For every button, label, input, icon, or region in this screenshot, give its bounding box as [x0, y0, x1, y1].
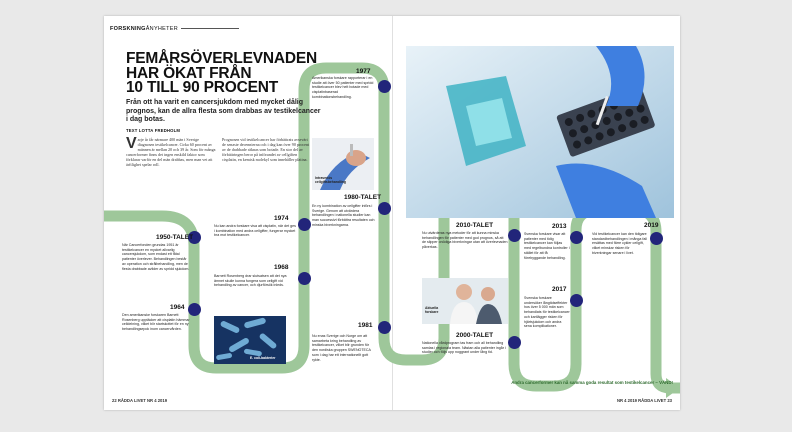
timeline-text: Nationella vårdprogram tas fram och all behandling samlas i regionala team. Nästan alla patienter ingår i studier och följs upp noggrant under lång tid.: [422, 341, 506, 355]
year-label: 1964: [170, 304, 185, 311]
year-label: 2019: [644, 222, 659, 229]
year-label: 2017: [552, 286, 567, 293]
timeline-node: [650, 232, 663, 245]
lab-photo: [406, 46, 674, 218]
timeline-text: Svenska forskare undersöker långtidseffekter hos över 5 000 män som behandlats för testikelcancer och kartlägger risken för hjärtsjukdom och andra sena komplikationer.: [524, 296, 570, 329]
timeline-text: Svenska forskare visar att patienter med tidig testikelcancer kan följas med regelbundna kontroller i stället för att få förebyggande behandling.: [524, 232, 570, 260]
year-label: 1977: [356, 68, 371, 75]
year-label: 2010-TALET: [456, 222, 494, 229]
footer-left: [112, 398, 167, 403]
headline-line-1: FEMÅRSÖVERLEVNADEN: [126, 50, 318, 67]
year-label: 1974: [274, 215, 289, 222]
year-label: 1968: [274, 264, 289, 271]
issue-right: NR 4 2019: [616, 398, 637, 403]
timeline-text: Den amerikanske forskaren Barnett Rosenberg upptäcker att cisplatin hämmar celldelning, vilket blir startskottet för en ny behandlingsepok inom cancervården.: [122, 313, 190, 332]
timeline-text: Vid testikelcancer kan den tidigare standardbehandlingen i många fall ersättas med färre cykler cellgift, vilket minskar risken för biverkningar senare i livet.: [592, 232, 647, 255]
magazine-spread: [104, 16, 680, 410]
footer-right: [617, 398, 672, 403]
year-label: 2000-TALET: [456, 332, 494, 339]
headline-line-3: 10 TILL 90 PROCENT: [126, 79, 279, 96]
magazine-name-left: RÅDDA LIVET: [117, 398, 146, 403]
year-label: 2013: [552, 223, 567, 230]
body-column-2: Prognosen vid testikelcancer har förbättrats avsevärt de senaste decennierna och i dag kan över 90 procent av de drabbade räknas som botade. En stor del av förbättringen beror på införandet av cellgiften cisplatin, en kemisk molekyl som innehåller platina.: [222, 137, 310, 163]
timeline-text: Nu kan andra forskare visa att cisplatin, när det ges i kombination med andra cellgifter, fungerar mycket bra mot testikelcancer.: [214, 224, 296, 238]
page-number-right: 23: [667, 398, 672, 403]
year-label: 1981: [358, 322, 373, 329]
treatment-photo: [312, 138, 374, 190]
photo-caption: Intravenös cellgiftsbehandling: [315, 176, 346, 185]
timeline-text: Nu enas Sverige och Norge om att samarbeta kring behandling av testikelcancer, vilket blir grunden för den nordiska gruppen SWENOTECA som i dag har ett internationellt gott rykte.: [312, 334, 371, 362]
researchers-photo: [422, 278, 508, 324]
timeline-node: [378, 321, 391, 334]
continue-tagline: Andra cancerformer kan nå samma goda resultat som testikelcancer – VÄND!: [511, 380, 673, 385]
headline-line-2: HAR ÖKAT FRÅN: [126, 64, 252, 82]
section-tag: FORSKNINGÅNYHETER: [110, 26, 239, 32]
byline: TEXT LOTTA FREDHOLM: [126, 128, 181, 133]
photo-caption: Aktuella forskare: [425, 306, 439, 315]
lab-illustration: [406, 46, 674, 218]
year-label: 1980-TALET: [344, 194, 382, 201]
timeline-text: Amerikanska forskare rapporterar i en studie att över 50 patienter med spridd testikelcancer blev helt botade med cisplatinbaserad kombinationsbehandling.: [312, 76, 374, 99]
timeline-text: När Cancerfonden grundas 1951 är testikelcancer en mycket allvarlig cancersjukdom, som endast ett fåtal patienter överlever. Behandlingen består av operation och strålbehandling, men de flesta drabbade avlider av spridd sjukdom.: [122, 243, 190, 271]
timeline-node: [298, 218, 311, 231]
researchers-illustration: [422, 278, 508, 324]
page-number-left: 22: [112, 398, 117, 403]
timeline-node: [378, 202, 391, 215]
timeline-node: [508, 229, 521, 242]
body-column-1: Varje år får närmare 400 män i Sverige diagnosen testikelcancer. Cirka 60 procent av männen är mellan 20 och 39 år. Som för många cancerformer finns det ingen enskild faktor som förklarar varför en del män drabbas, men man vet att ärftlighet spelar roll.: [126, 135, 216, 168]
timeline-text: Barnett Rosenberg drar slutsatsen att det nya ämnet skulle kunna fungera som cellgift vid behandling av cancer, och djurförsök inleds.: [214, 274, 287, 288]
year-label: 1950-TALET: [156, 234, 194, 241]
bacteria-photo: [214, 316, 286, 364]
timeline-text: En ny kombination av cellgifter införs i Sverige. Genom att utvärdera behandlingen i nationella studier kan man successivt förbättra resultaten och minska biverkningarna.: [312, 204, 375, 227]
timeline-text: Nu utvärderas nya metoder för att kunna minska behandlingen för patienter med god prognos, så att de slipper onödiga biverkningar utan att överlevnaden påverkas.: [422, 231, 508, 250]
timeline-node: [298, 272, 311, 285]
timeline-node: [378, 80, 391, 93]
timeline-node: [570, 231, 583, 244]
timeline-node: [570, 294, 583, 307]
timeline-node: [508, 336, 521, 349]
issue-left: NR 4 2019: [147, 398, 168, 403]
photo-caption: E. coli-bakterier: [250, 356, 276, 360]
drop-cap: V: [126, 135, 137, 152]
magazine-name-right: RÅDDA LIVET: [638, 398, 667, 403]
lead-paragraph: Från ott ha varit en cancersjukdom med mycket dålig prognos, kan de allra flesta som drabbas av testikelcancer i dag botas.: [126, 99, 321, 123]
